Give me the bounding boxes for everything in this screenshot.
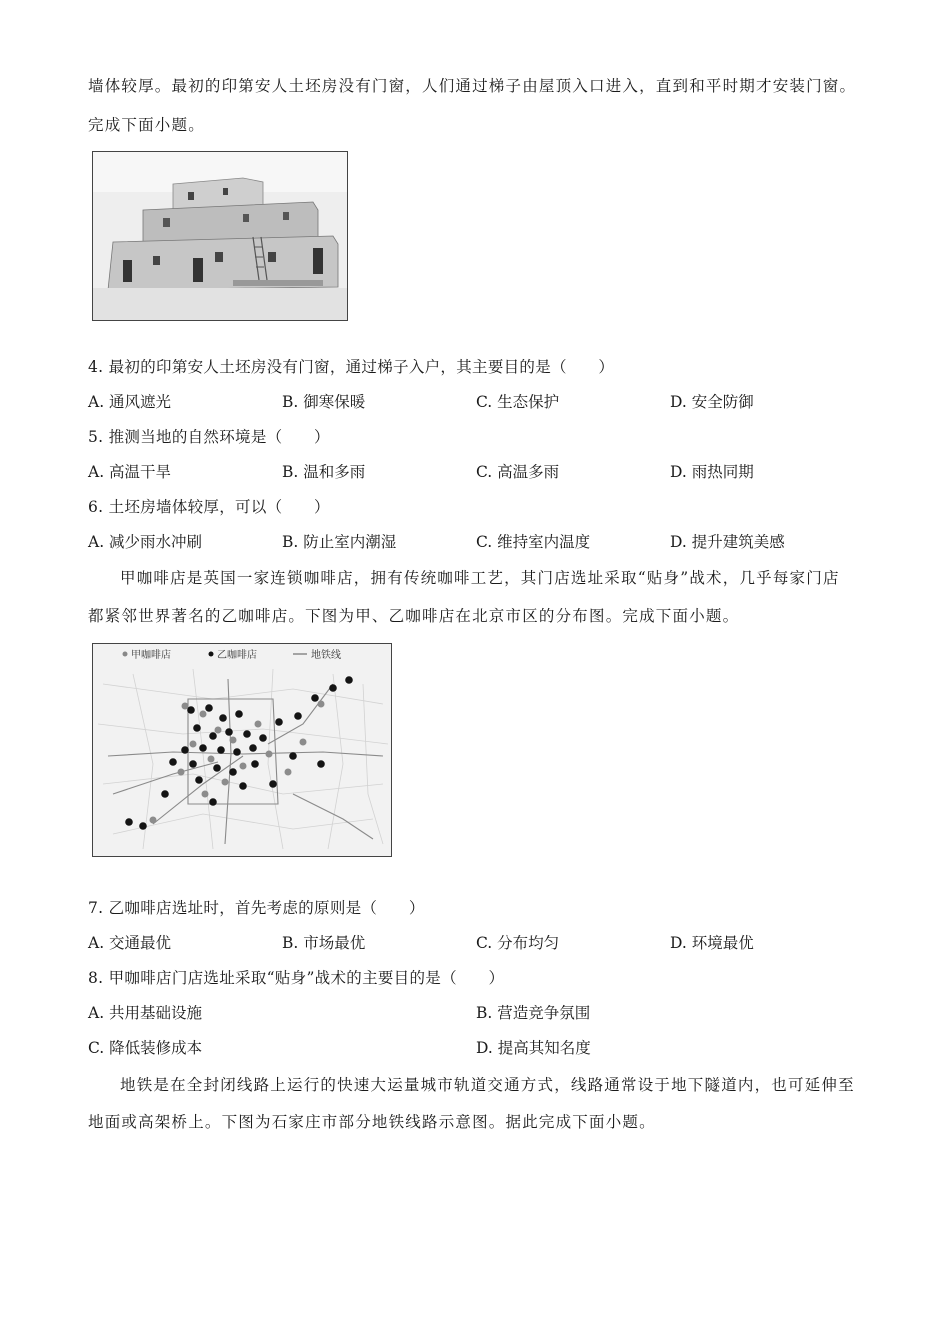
question-5-option-d[interactable]: D. 雨热同期 [670, 463, 754, 481]
question-4-option-d[interactable]: D. 安全防御 [670, 393, 754, 411]
question-5-option-a[interactable]: A. 高温干旱 [88, 463, 172, 481]
question-8-stem: 8. 甲咖啡店门店选址采取“贴身”战术的主要目的是（ ） [88, 969, 505, 987]
legend-yi-label: 乙咖啡店 [217, 650, 257, 661]
question-7-option-d[interactable]: D. 环境最优 [670, 934, 754, 952]
question-7-stem: 7. 乙咖啡店选址时，首先考虑的原则是（ ） [88, 899, 425, 917]
question-5-option-c[interactable]: C. 高温多雨 [476, 463, 560, 481]
adobe-house-photo [92, 151, 348, 321]
legend-yi-marker [209, 652, 214, 657]
question-4-stem: 4. 最初的印第安人土坯房没有门窗，通过梯子入户，其主要目的是（ ） [88, 358, 615, 376]
question-6-option-b[interactable]: B. 防止室内潮湿 [282, 533, 397, 551]
question-6-option-d[interactable]: D. 提升建筑美感 [670, 533, 785, 551]
question-6-stem: 6. 土坯房墙体较厚，可以（ ） [88, 498, 330, 516]
question-5-stem: 5. 推测当地的自然环境是（ ） [88, 428, 330, 446]
coffee-intro-line-1: 甲咖啡店是英国一家连锁咖啡店，拥有传统咖啡工艺，其门店选址采取“贴身”战术，几乎每家门店 [120, 569, 840, 587]
intro-line-1: 墙体较厚。最初的印第安人土坯房没有门窗，人们通过梯子由屋顶入口进入，直到和平时期才安装门窗。 [88, 77, 857, 95]
coffee-shop-map [92, 643, 392, 857]
question-4-option-c[interactable]: C. 生态保护 [476, 393, 560, 411]
legend-metro-label: 地铁线 [311, 650, 341, 661]
legend-jia-marker [123, 652, 128, 657]
coffee-intro-line-2: 都紧邻世界著名的乙咖啡店。下图为甲、乙咖啡店在北京市区的分布图。完成下面小题。 [88, 607, 740, 625]
question-8-option-b[interactable]: B. 营造竞争氛围 [476, 1004, 591, 1022]
beijing-coffee-distribution-map [93, 644, 391, 856]
legend-jia-label: 甲咖啡店 [131, 650, 171, 661]
question-5-option-b[interactable]: B. 温和多雨 [282, 463, 366, 481]
metro-intro-line-2: 地面或高架桥上。下图为石家庄市部分地铁线路示意图。据此完成下面小题。 [88, 1113, 656, 1131]
question-8-option-d[interactable]: D. 提高其知名度 [476, 1039, 591, 1057]
question-7-option-b[interactable]: B. 市场最优 [282, 934, 366, 952]
question-7-option-c[interactable]: C. 分布均匀 [476, 934, 560, 952]
question-6-option-c[interactable]: C. 维持室内温度 [476, 533, 591, 551]
question-6-option-a[interactable]: A. 减少雨水冲刷 [88, 533, 203, 551]
question-8-option-a[interactable]: A. 共用基础设施 [88, 1004, 203, 1022]
question-4-option-b[interactable]: B. 御寒保暖 [282, 393, 366, 411]
question-7-option-a[interactable]: A. 交通最优 [88, 934, 172, 952]
question-8-option-c[interactable]: C. 降低装修成本 [88, 1039, 203, 1057]
question-4-option-a[interactable]: A. 通风遮光 [88, 393, 172, 411]
adobe-house-illustration [93, 152, 347, 320]
intro-line-2: 完成下面小题。 [88, 116, 205, 134]
metro-intro-line-1: 地铁是在全封闭线路上运行的快速大运量城市轨道交通方式，线路通常设于地下隧道内，也可延伸至 [120, 1076, 855, 1094]
